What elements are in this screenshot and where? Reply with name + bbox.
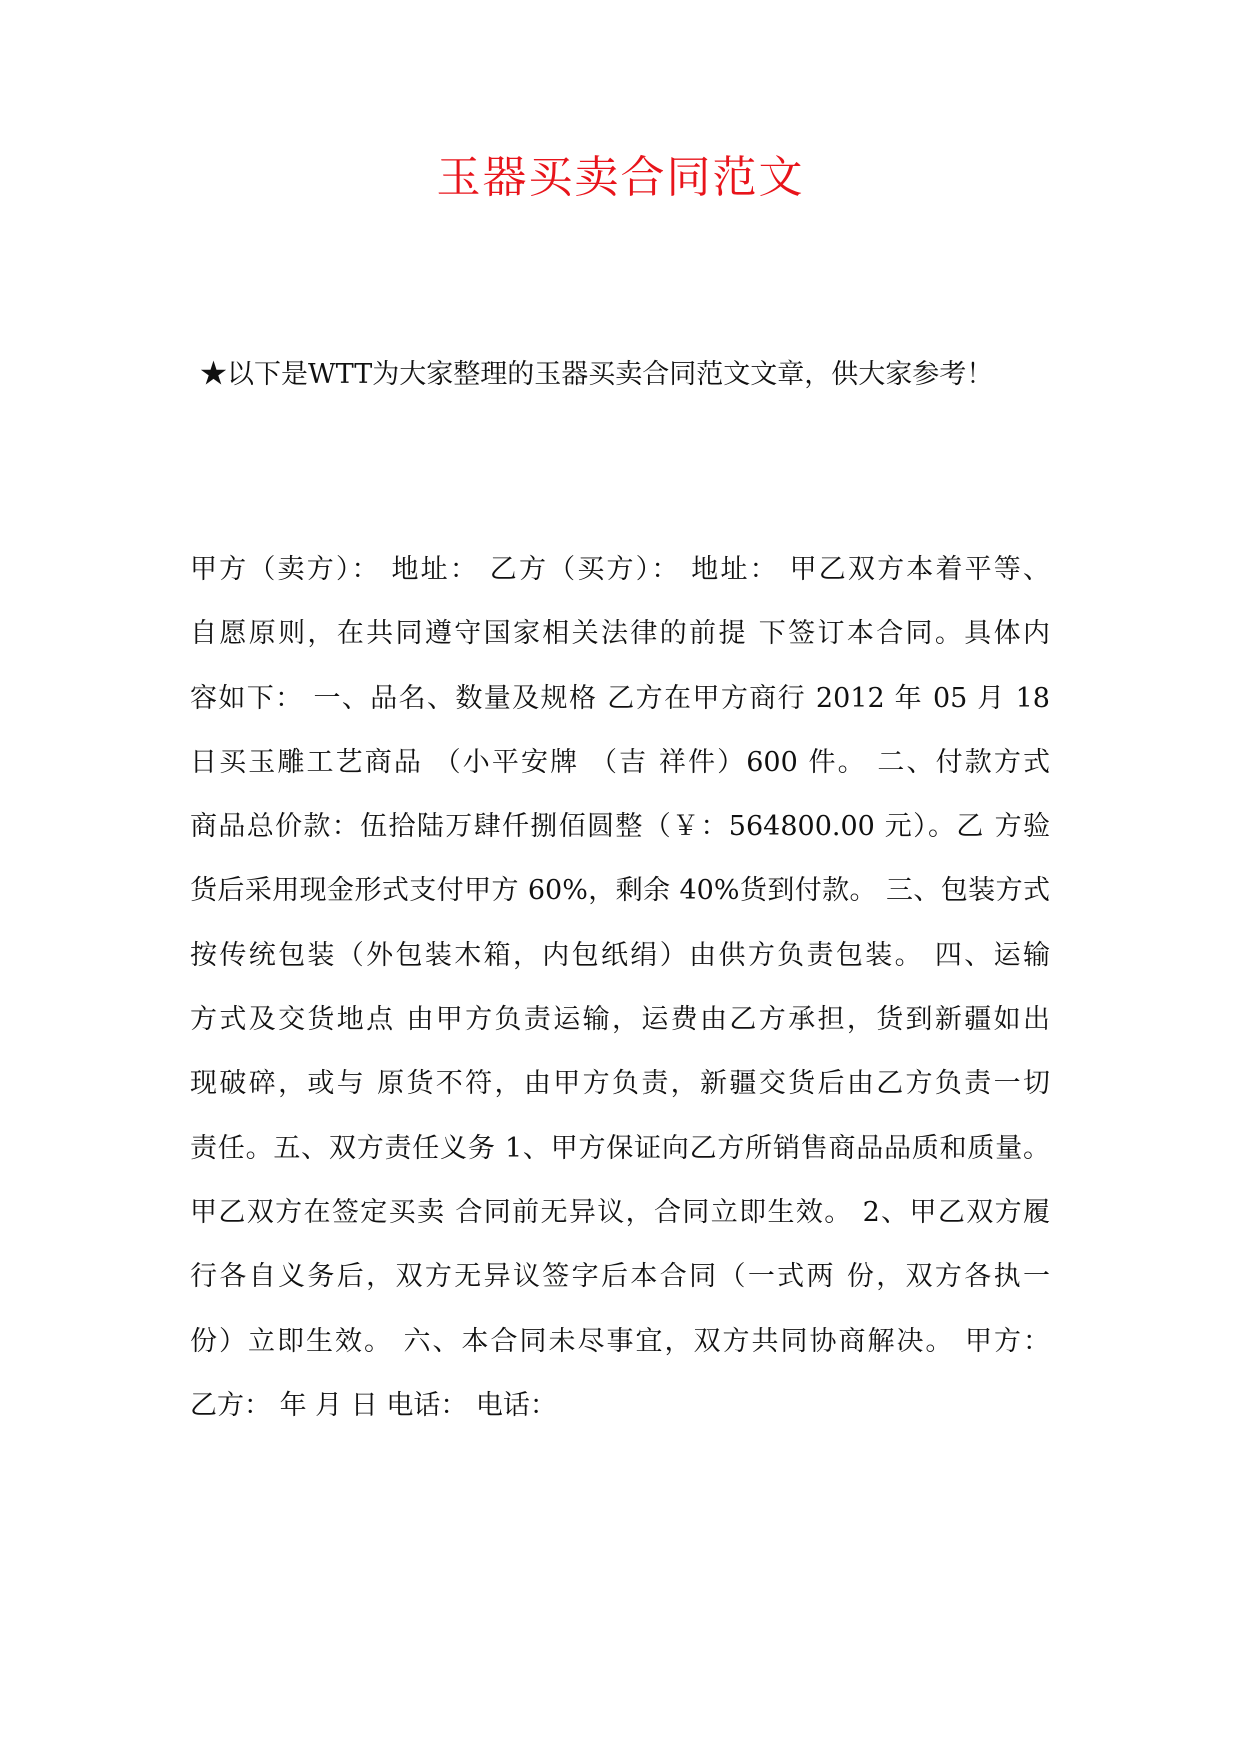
body-line: 份）立即生效。 六、本合同未尽事宜，双方共同协商解决。 甲方： [190,1325,1050,1357]
body-line: 容如下： 一、品名、数量及规格 乙方在甲方商行 2012 年 05 月 18 [190,682,1050,714]
body-line: 现破碎，或与 原货不符，由甲方负责，新疆交货后由乙方负责一切 [190,1068,1050,1100]
body-line: 责任。五、双方责任义务 1、甲方保证向乙方所销售商品品质和质量。 [190,1132,1050,1164]
body-line: 自愿原则，在共同遵守国家相关法律的前提 下签订本合同。具体内 [190,618,1050,650]
body-line: 甲乙双方在签定买卖 合同前无异议，合同立即生效。 2、甲乙双方履 [190,1196,1050,1228]
body-line: 货后采用现金形式支付甲方 60%，剩余 40%货到付款。 三、包装方式 [190,875,1050,907]
document-title: 玉器买卖合同范文 [436,152,805,203]
intro-paragraph: ★以下是WTT为大家整理的玉器买卖合同范文文章，供大家参考！ [200,359,994,390]
body-line: 商品总价款：伍拾陆万肆仟捌佰圆整（￥：564800.00 元）。乙 方验 [190,811,1050,843]
body-line: 按传统包装（外包装木箱，内包纸绢）由供方负责包装。 四、运输 [190,939,1050,971]
body-line: 乙方： 年 月 日 电话： 电话： [190,1389,557,1421]
body-line: 方式及交货地点 由甲方负责运输，运费由乙方承担，货到新疆如出 [190,1004,1050,1036]
body-line: 日买玉雕工艺商品 （小平安牌 （吉 祥件）600 件。 二、付款方式 [190,746,1050,778]
body-line: 甲方（卖方）： 地址： 乙方（买方）： 地址： 甲乙双方本着平等、 [190,554,1050,585]
contract-body [190,550,1050,1450]
body-line: 行各自义务后，双方无异议签字后本合同（一式两 份，双方各执一 [190,1261,1050,1293]
